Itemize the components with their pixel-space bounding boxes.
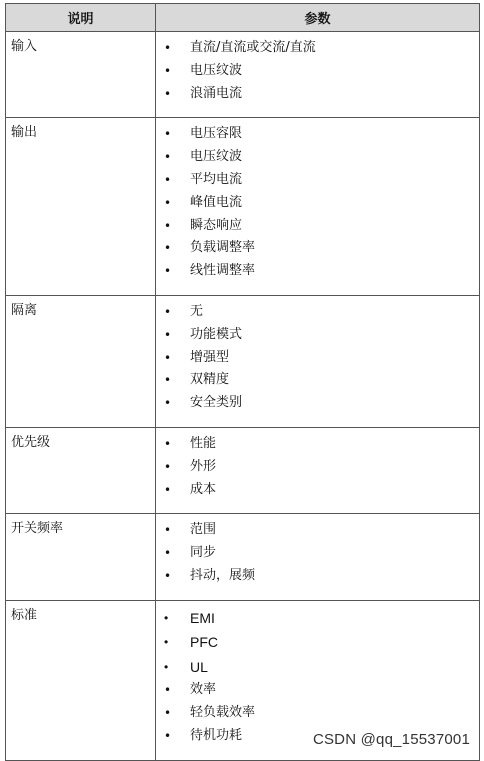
parameter-list [164, 37, 479, 105]
parameter-text: PFC [190, 634, 218, 651]
table-row [6, 514, 480, 600]
row-label: 优先级 [6, 427, 156, 513]
bullet-icon: • [164, 659, 169, 674]
parameter-item [164, 679, 479, 702]
bullet-icon: • [164, 436, 172, 451]
parameter-text: 浪涌电流 [190, 85, 243, 101]
parameter-item [164, 301, 479, 324]
parameter-text: 负载调整率 [190, 240, 256, 256]
parameter-text: 成本 [190, 481, 217, 497]
bullet-icon: • [164, 523, 172, 538]
parameter-item [164, 542, 479, 565]
parameter-text: 无 [190, 303, 204, 319]
bullet-icon: • [164, 373, 172, 388]
parameter-text: 电压纹波 [190, 149, 243, 165]
row-parameters [156, 32, 480, 118]
bullet-icon: • [164, 546, 172, 561]
row-parameters [156, 427, 480, 513]
table-row [6, 32, 480, 118]
parameter-item [164, 392, 479, 415]
parameter-text: 性能 [190, 435, 217, 451]
bullet-icon: • [164, 150, 172, 165]
parameter-text: 直流/直流或交流/直流 [190, 40, 316, 55]
bullet-icon: • [164, 63, 172, 78]
parameter-item [164, 324, 479, 347]
watermark: CSDN @qq_15537001 [312, 731, 470, 748]
bullet-icon: • [164, 635, 169, 650]
parameter-item [164, 169, 479, 192]
parameter-item [164, 630, 479, 655]
bullet-icon: • [164, 482, 172, 497]
bullet-icon: • [164, 86, 172, 101]
parameter-text: 待机功耗 [190, 727, 243, 743]
parameter-item [164, 237, 479, 260]
row-parameters [156, 514, 480, 600]
row-parameters [156, 295, 480, 427]
parameter-item [164, 146, 479, 169]
bullet-icon: • [164, 264, 172, 279]
parameter-text: 双精度 [190, 372, 230, 388]
spec-table [5, 3, 480, 761]
bullet-icon: • [164, 706, 172, 721]
bullet-icon: • [164, 172, 172, 187]
bullet-icon: • [164, 728, 172, 743]
parameter-item [164, 260, 479, 283]
parameter-text: 线性调整率 [190, 263, 256, 279]
parameter-text: 瞬态响应 [190, 217, 243, 233]
bullet-icon: • [164, 41, 172, 55]
parameter-text: 抖动，展频 [190, 567, 256, 583]
row-label: 隔离 [6, 295, 156, 427]
parameter-item [164, 192, 479, 215]
table-row [6, 427, 480, 513]
parameter-list [164, 606, 479, 748]
parameter-text: 增强型 [190, 349, 230, 365]
parameter-item [164, 83, 479, 106]
parameter-text: 同步 [190, 545, 217, 561]
table-header-row [6, 4, 480, 32]
parameter-item [164, 519, 479, 542]
bullet-icon: • [164, 127, 172, 142]
parameter-text: 安全类别 [190, 395, 243, 411]
parameter-text: 峰值电流 [190, 194, 243, 210]
table-row [6, 295, 480, 427]
bullet-icon: • [164, 218, 172, 233]
parameter-text: 轻负载效率 [190, 705, 256, 721]
parameter-text: 电压纹波 [190, 62, 243, 78]
bullet-icon: • [164, 568, 172, 583]
parameter-text: 外形 [190, 458, 217, 474]
row-parameters [156, 118, 480, 296]
bullet-icon: • [164, 350, 172, 365]
table-body [6, 32, 480, 761]
parameter-item [164, 123, 479, 146]
table-row [6, 118, 480, 296]
parameter-item [164, 456, 479, 479]
parameter-text: 平均电流 [190, 171, 243, 187]
parameter-item [164, 215, 479, 238]
row-label: 开关频率 [6, 514, 156, 600]
parameter-list [164, 433, 479, 501]
bullet-icon: • [164, 610, 169, 625]
parameter-item [164, 37, 479, 60]
parameter-item [164, 565, 479, 588]
parameter-item [164, 60, 479, 83]
parameter-text: 效率 [190, 682, 217, 698]
parameter-item [164, 433, 479, 456]
row-label: 标准 [6, 600, 156, 760]
parameter-item [164, 347, 479, 370]
parameter-list [164, 301, 479, 415]
parameter-text: UL [190, 658, 208, 675]
parameter-item [164, 702, 479, 725]
parameter-text: 电压容限 [190, 126, 243, 142]
bullet-icon: • [164, 304, 172, 319]
header-parameters: 参数 [156, 4, 480, 32]
bullet-icon: • [164, 327, 172, 342]
bullet-icon: • [164, 683, 172, 698]
parameter-list [164, 519, 479, 587]
row-label: 输出 [6, 118, 156, 296]
row-label: 输入 [6, 32, 156, 118]
bullet-icon: • [164, 396, 172, 411]
parameter-item [164, 369, 479, 392]
parameter-text: 范围 [190, 522, 217, 538]
parameter-list [164, 123, 479, 283]
header-description: 说明 [6, 4, 156, 32]
parameter-item [164, 655, 479, 680]
parameter-item [164, 479, 479, 502]
parameter-text: EMI [190, 609, 215, 626]
parameter-item [164, 606, 479, 631]
bullet-icon: • [164, 195, 172, 210]
bullet-icon: • [164, 241, 172, 256]
bullet-icon: • [164, 459, 172, 474]
parameter-text: 功能模式 [190, 326, 243, 342]
